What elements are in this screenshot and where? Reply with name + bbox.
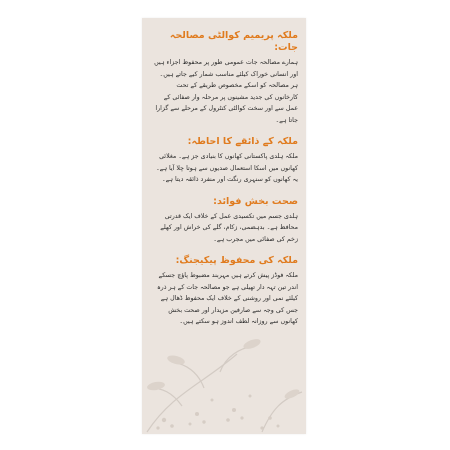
section-heading: ملکہ کی محفوظ پیکیجنگ: [175,255,298,266]
section-heading: ملکہ پریمیم کوالٹی مصالحہ جات: [169,30,298,53]
card-content [152,30,298,338]
taste-section [152,136,298,186]
health-benefits-section [152,196,298,246]
section-body: ہلدی جسم میں تکسیدی عمل کے خلاف ایک قدرتی محافظ ہے۔ بدہضمی، زکام، گلے کی خراش اور کھلے زخم کی صفائی میں مجرب ہے۔ [160,212,298,243]
section-body: ملکہ ہلدی پاکستانی کھانوں کا بنیادی جز ہے۔ مغلائی کھانوں میں اسکا استعمال صدیوں سے ہوتا چلا آیا ہے۔ یہ کھانوں کو سنہری رنگت اور منفرد ذائقہ دیتا ہے۔ [155,153,298,183]
section-body: ملکہ فوڈز پیش کرتے ہیں مہربند مضبوط پاؤچ جسکے اندر تین تہہ دار تھیلی ہے جو مصالحہ جات کے ہر ذرہ کیلئے نمی اور روشنی کے خلاف ایک محفوظ ڈھال ہے جس کی وجہ سے صارفین مزیدار اور صحت بخش کھانوں سے روزانہ لطف اندوز ہو سکتے ہیں۔ [156,272,298,325]
section-heading: ملکہ کے ذائقے کا احاطہ: [187,136,298,147]
section-heading: صحت بخش فوائد: [213,195,298,207]
section-body: ہمارے مصالحہ جات عمومی طور پر محفوظ اجزاء ہیں اور انسانی خوراک کیلئے مناسب شمار کیے جاتے ہیں۔ ہر مصالحہ کو اسکے مخصوص طریقے کے تحت کارخانوں کی جدید مشینوں پر مرحلہ وار صفائی کے عمل سے اور سخت کوالٹی کنٹرول کے مرحلے سے گزارا جاتا ہے۔ [154,59,298,124]
spice-info-card [142,18,306,434]
packaging-section [152,255,298,328]
premium-quality-section [152,30,298,126]
